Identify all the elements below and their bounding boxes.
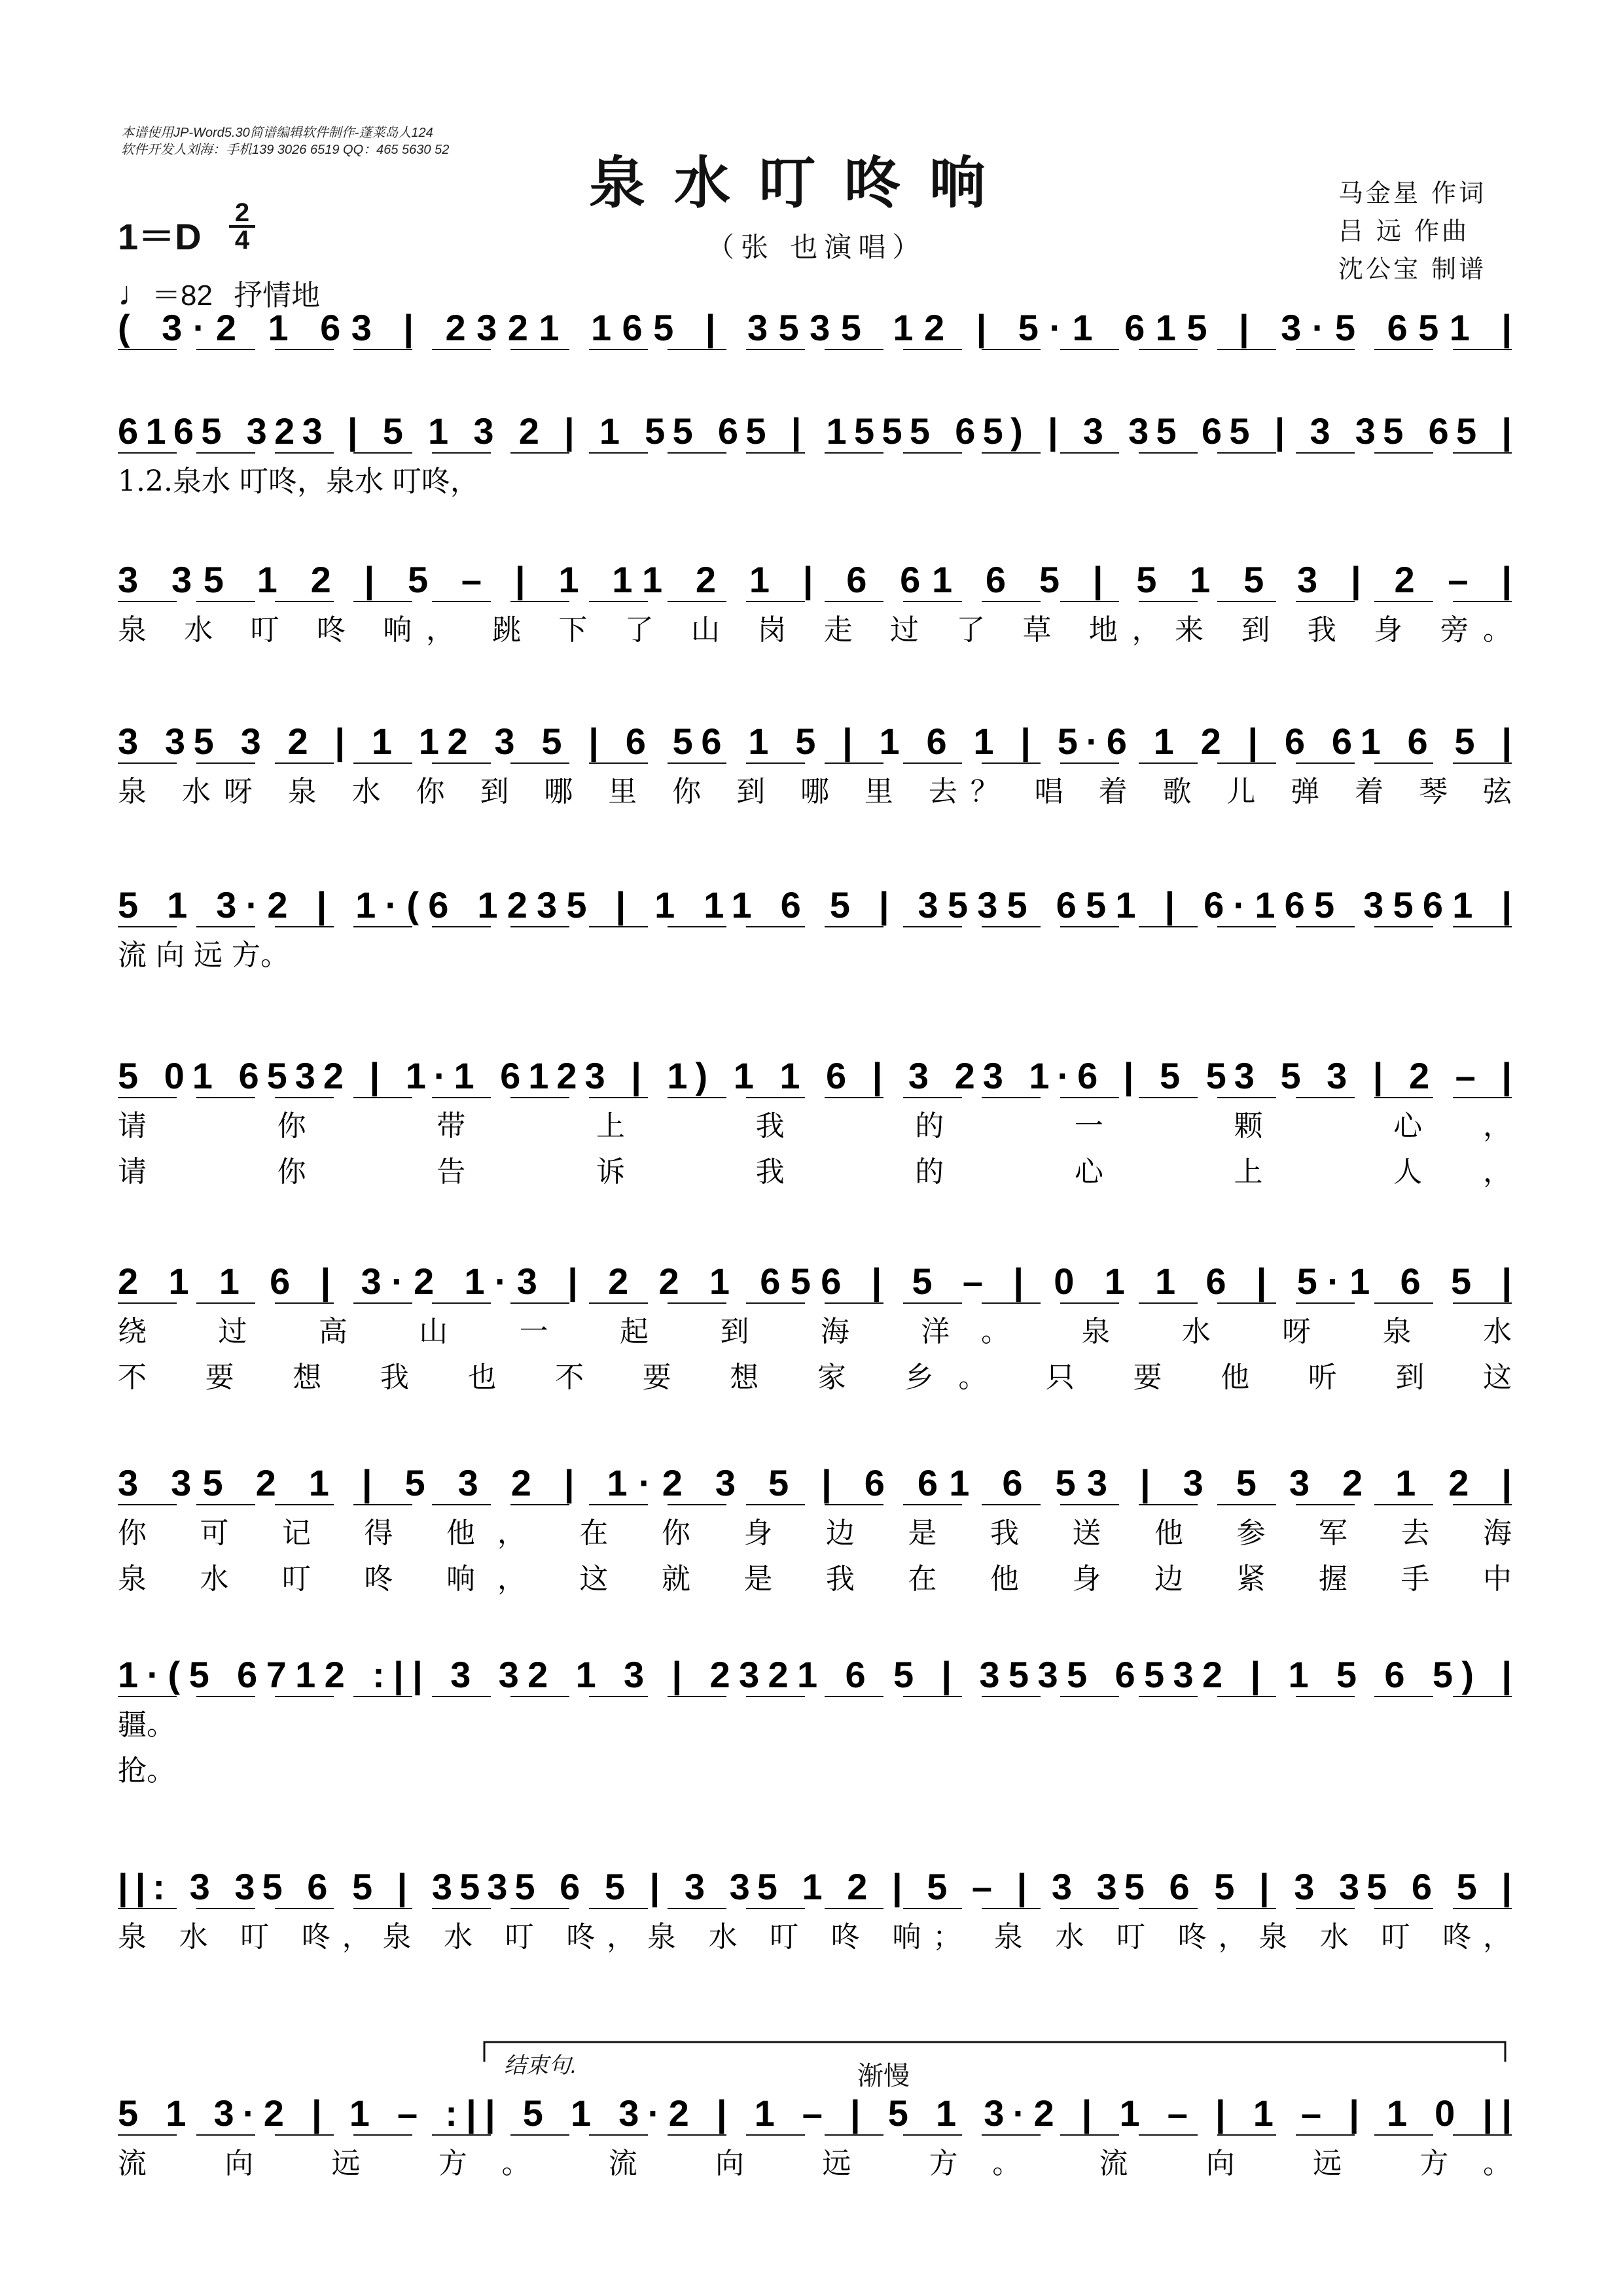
music-system bbox=[118, 307, 1512, 350]
key-signature: 1＝D bbox=[118, 216, 202, 257]
expression-mark: 抒情地 bbox=[234, 279, 321, 312]
notation-line: 6165 323 | 5 1 3 2 | 1 55 65 | 1555 65) | 3 35 65 | 3 35 65 | bbox=[118, 410, 1512, 452]
notation-line: 5 1 3·2 | 1 – :|| 5 1 3·2 | 1 – | 5 1 3·2 | 1 – | 1 – | 1 0 || bbox=[118, 2092, 1512, 2134]
music-system bbox=[118, 884, 1512, 972]
notation-line: 3 35 2 1 | 5 3 2 | 1·2 3 5 | 6 61 6 53 | 3 5 3 2 1 2 | bbox=[118, 1462, 1512, 1503]
quarter-note-icon: ♩ bbox=[118, 275, 152, 313]
lyric-line: 请 你 带 上 我 的 一 颗 心， bbox=[118, 1109, 1512, 1143]
lyric-line: 泉 水 叮 咚 响， 跳 下 了 山 岗 走 过 了 草 地，来 到 我 身 旁。 bbox=[118, 613, 1512, 647]
music-system bbox=[118, 2092, 1512, 2180]
notation-line: 2 1 1 6 | 3·2 1·3 | 2 2 1 656 | 5 – | 0 1 1 6 | 5·1 6 5 | bbox=[118, 1261, 1512, 1302]
notation-line: 3 35 3 2 | 1 12 3 5 | 6 56 1 5 | 1 6 1 | 5·6 1 2 | 6 61 6 5 | bbox=[118, 721, 1512, 762]
music-system bbox=[118, 1261, 1512, 1394]
composer: 吕 远 作曲 bbox=[1338, 217, 1470, 245]
lyric-line: 流 向 远 方。 流 向 远 方。 流 向 远 方。 bbox=[118, 2147, 1512, 2180]
credit-line-1: 本谱使用JP-Word5.30简谱编辑软件制作-蓬莱岛人124 bbox=[121, 126, 433, 140]
lyric-line: 请 你 告 诉 我 的 心 上 人， bbox=[118, 1155, 1512, 1189]
music-system bbox=[118, 1462, 1512, 1596]
lyric-line: 1.2.泉水 叮咚，泉水 叮咚， bbox=[118, 465, 479, 498]
notation-line: ( 3·2 1 63 | 2321 165 | 3535 12 | 5·1 615 | 3·5 651 | bbox=[118, 307, 1512, 348]
tempo-value: ＝82 bbox=[152, 279, 213, 312]
time-numerator: 2 bbox=[234, 198, 250, 227]
notation-line: 1·(5 6712 :|| 3 32 1 3 | 2321 6 5 | 3535 6532 | 1 5 6 5) | bbox=[118, 1654, 1512, 1695]
notation-line: 3 35 1 2 | 5 – | 1 11 2 1 | 6 61 6 5 | 5 1 5 3 | 2 – | bbox=[118, 559, 1512, 600]
rit-label: 渐慢 bbox=[857, 2062, 910, 2090]
notation-line: 5 01 6532 | 1·1 6123 | 1) 1 1 6 | 3 23 1·6 | 5 53 5 3 | 2 – | bbox=[118, 1055, 1512, 1096]
lyric-line: 不 要 想 我 也 不 要 想 家 乡。 只 要 他 听 到 这 bbox=[118, 1361, 1512, 1394]
notation-line: ||: 3 35 6 5 | 3535 6 5 | 3 35 1 2 | 5 – | 3 35 6 5 | 3 35 6 5 | bbox=[118, 1866, 1512, 1907]
song-title: 泉水叮咚响 bbox=[589, 150, 1014, 216]
ending-label: 结束句. bbox=[504, 2053, 577, 2078]
credit-line-2: 软件开发人刘海：手机139 3026 6519 QQ：465 5630 52 bbox=[121, 143, 450, 157]
lyric-line: 流 向 远 方。 bbox=[118, 939, 289, 972]
lyric-line: 泉 水 叮 咚，泉 水 叮 咚，泉 水 叮 咚 响； 泉 水 叮 咚，泉 水 叮 咚， bbox=[118, 1920, 1512, 1954]
time-denominator: 4 bbox=[234, 226, 250, 255]
lyric-line: 绕 过 高 山 一 起 到 海 洋。 泉 水 呀 泉 水 bbox=[118, 1315, 1512, 1348]
song-subtitle: （张 也演唱） bbox=[707, 231, 927, 263]
lyricist: 马金星 作词 bbox=[1338, 179, 1487, 207]
ending-bracket bbox=[484, 2042, 1505, 2062]
lyric-line: 泉 水 叮 咚 响， 这 就 是 我 在 他 身 边 紧 握 手 中 bbox=[118, 1562, 1512, 1596]
music-system bbox=[118, 1055, 1512, 1189]
lyric-line: 泉 水呀 泉 水 你 到 哪 里 你 到 哪 里 去？ 唱 着 歌 儿 弹 着 琴 弦 bbox=[118, 775, 1512, 808]
lyric-line: 你 可 记 得 他， 在 你 身 边 是 我 送 他 参 军 去 海 bbox=[118, 1516, 1512, 1550]
notation-line: 5 1 3·2 | 1·(6 1235 | 1 11 6 5 | 3535 651 | 6·165 3561 | bbox=[118, 884, 1512, 925]
lyric-line: 疆。 bbox=[118, 1708, 175, 1742]
music-system bbox=[118, 1654, 1512, 1787]
arranger: 沈公宝 制谱 bbox=[1338, 255, 1487, 283]
music-system bbox=[118, 1866, 1512, 1954]
lyric-line: 抢。 bbox=[118, 1754, 175, 1787]
music-system bbox=[118, 559, 1512, 647]
music-system bbox=[118, 410, 1512, 498]
music-system bbox=[118, 721, 1512, 808]
